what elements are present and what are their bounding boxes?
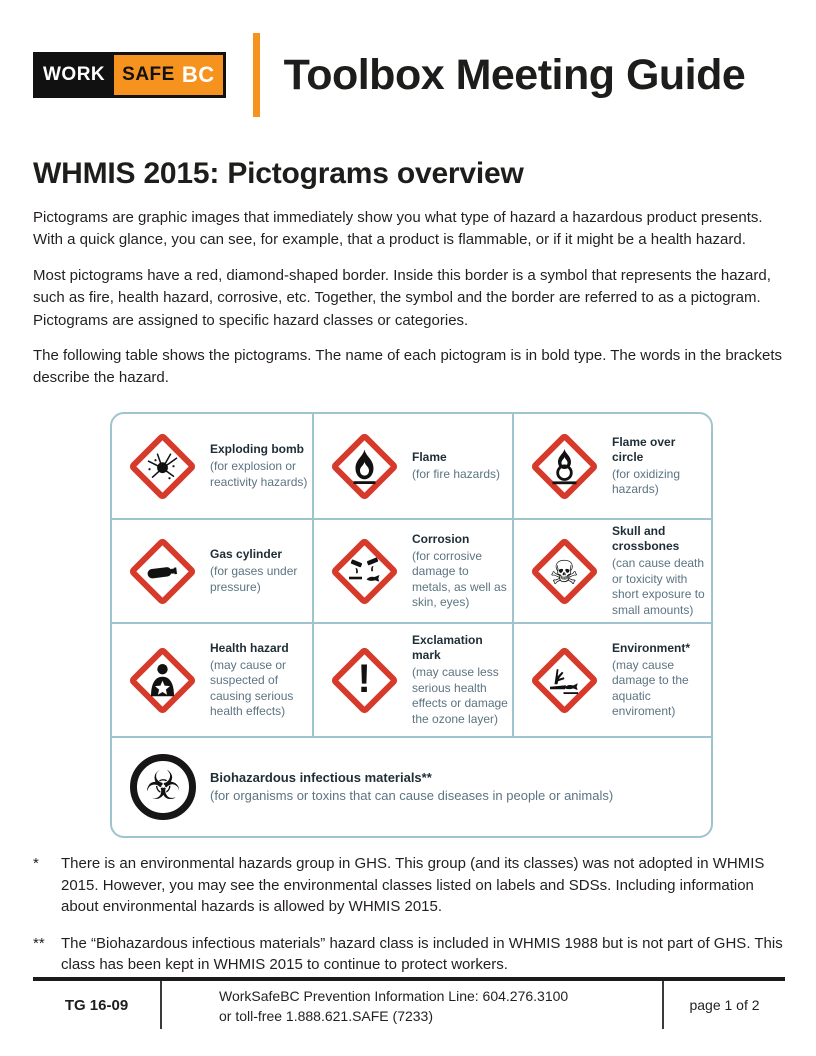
pictogram-table: [110, 412, 713, 838]
pictogram-description: (may cause or suspected of causing serious health effects): [210, 657, 294, 718]
pictogram-description: (may cause damage to the aquatic enviroment): [612, 657, 689, 718]
cell-skull-and-crossbones: [514, 520, 711, 624]
orange-divider-bar: [253, 33, 260, 117]
skull-glyph: ☠: [549, 551, 579, 591]
pictogram-name: Gas cylinder: [210, 547, 283, 561]
environment-icon: [520, 636, 608, 724]
logo-safe-text: SAFE: [122, 64, 175, 85]
document-code: TG 16-09: [64, 996, 129, 1014]
skull-and-crossbones-icon: [520, 527, 608, 615]
pictogram-name: Corrosion: [412, 531, 470, 546]
flame-over-circle-icon: [520, 422, 608, 510]
page-title: WHMIS 2015: Pictograms overview: [33, 157, 524, 190]
pictogram-name: Skull and crossbones: [612, 524, 680, 553]
pictogram-name: Biohazardous infectious materials**: [210, 770, 432, 786]
pictogram-name: Environment*: [612, 640, 691, 655]
pictogram-description: (for fire hazards): [412, 466, 501, 481]
pictogram-description: (for organisms or toxins that can cause diseases in people or animals): [210, 788, 614, 804]
intro-paragraph-2: Most pictograms have a red, diamond-shaped border. Inside this border is a symbol that represents the hazard, such as fire, health hazard, corrosive, etc. Together, the symbol and the border are referred to as a pictogram. Pictograms are assigned to specific hazard classes or categories.: [33, 266, 771, 329]
footnote-text: The “Biohazardous infectious materials” hazard class is included in WHMIS 1988 but is not part of GHS. This class has been kept in WHMIS 2015 to continue to protect workers.: [61, 934, 783, 974]
footnote-biohazard: [33, 933, 785, 976]
pictogram-name: Flame: [412, 449, 447, 464]
footnote-marker: *: [33, 855, 39, 872]
cell-flame-over-circle: [514, 414, 711, 520]
footnote-environment: [33, 853, 785, 918]
exclamation-glyph: !: [357, 656, 371, 700]
exploding-bomb-icon: [118, 422, 206, 510]
pictogram-name: Exclamation mark: [412, 633, 483, 662]
contact-info-line-2: or toll-free 1.888.621.SAFE (7233): [219, 1008, 434, 1024]
pictogram-description: (for gases under pressure): [210, 564, 298, 594]
cell-environment: [514, 624, 711, 738]
page-number: page 1 of 2: [689, 997, 760, 1013]
biohazard-icon: [130, 754, 196, 820]
pictogram-name: Exploding bomb: [210, 442, 304, 456]
document-title: Toolbox Meeting Guide: [283, 50, 746, 99]
logo-bc-text: BC: [181, 62, 215, 87]
biohazard-glyph: ☣: [145, 763, 181, 809]
intro-paragraph-3: The following table shows the pictograms. The name of each pictogram is in bold type. The words in the brackets describe the hazard.: [33, 347, 783, 387]
cell-flame: [314, 414, 514, 520]
footnote-marker: **: [33, 934, 45, 952]
footer: [33, 977, 785, 1029]
pictogram-name: Health hazard: [210, 640, 289, 655]
corrosion-icon: [320, 527, 408, 615]
gas-cylinder-icon: [118, 527, 206, 615]
pictogram-description: (for corrosive damage to metals, as well as skin, eyes): [412, 548, 507, 609]
worksafebc-logo: [33, 52, 226, 98]
pictogram-description: (can cause death or toxicity with short exposure to small amounts): [612, 556, 705, 617]
contact-info: [160, 981, 664, 1029]
flame-icon: [320, 422, 408, 510]
health-hazard-icon: [118, 636, 206, 724]
pictogram-description: (for oxidizing hazards): [612, 466, 681, 496]
main-content: [33, 157, 785, 403]
pictogram-description: (for explosion or reactivity hazards): [210, 459, 308, 489]
pictogram-description: (may cause less serious health effects or damage the ozone layer): [412, 665, 508, 726]
cell-gas-cylinder: [112, 520, 314, 624]
cell-exclamation-mark: [314, 624, 514, 738]
footnote-text: There is an environmental hazards group in GHS. This group (and its classes) was not adopted in WHMIS 2015. However, you may see the environmental classes listed on labels and SDSs. Including information about environmental hazards is allowed by WHMIS 2015.: [61, 855, 765, 916]
logo-work-text: WORK: [36, 55, 114, 95]
intro-paragraph-1: Pictograms are graphic images that immediately show you what type of hazard a hazardous product presents. With a quick glance, you can see, for example, that a product is flammable, or if it might be a health hazard.: [33, 209, 763, 249]
contact-info-line-1: WorkSafeBC Prevention Information Line: 604.276.3100: [219, 988, 569, 1004]
cell-corrosion: [314, 520, 514, 624]
footnotes: [33, 853, 785, 991]
cell-biohazardous-infectious-materials: [112, 738, 711, 836]
logo-safe-bc-panel: [114, 55, 222, 95]
cell-exploding-bomb: [112, 414, 314, 520]
cell-health-hazard: [112, 624, 314, 738]
exclamation-mark-icon: [320, 636, 408, 724]
pictogram-name: Flame over circle: [612, 434, 676, 464]
header: [33, 33, 788, 117]
